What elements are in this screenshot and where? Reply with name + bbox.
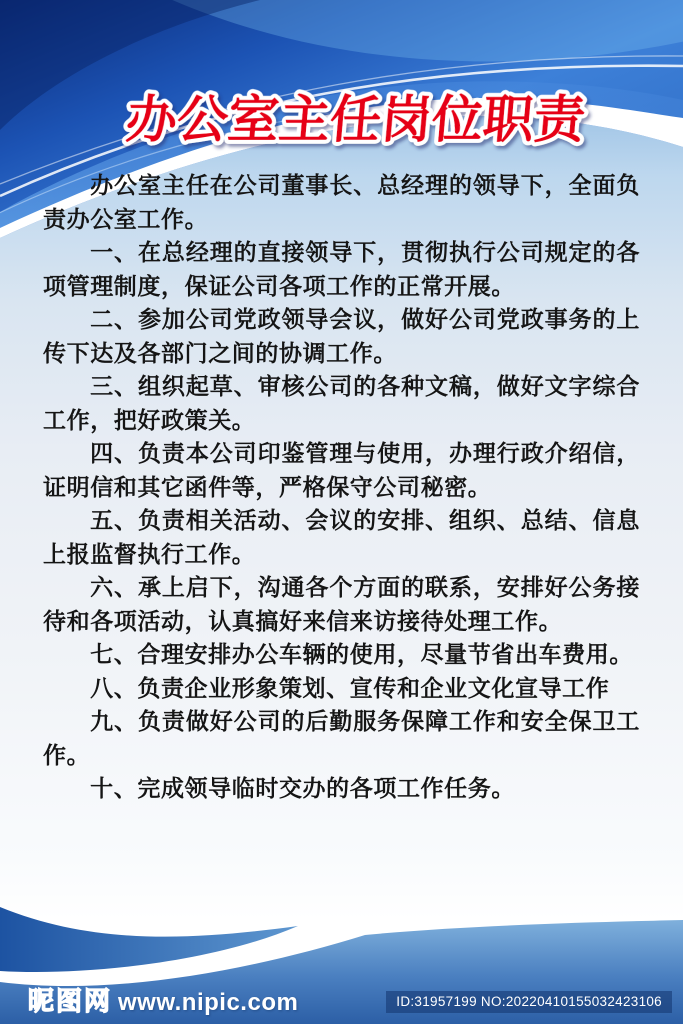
page-title: 办公室主任岗位职责 bbox=[123, 91, 588, 148]
responsibilities-list bbox=[43, 169, 640, 806]
responsibility-item: 五、负责相关活动、会议的安排、组织、总结、信息上报监督执行工作。 bbox=[43, 507, 640, 567]
watermark bbox=[28, 981, 298, 1018]
responsibility-item: 四、负责本公司印鉴管理与使用，办理行政介绍信，证明信和其它函件等，严格保守公司秘密。 bbox=[43, 440, 640, 500]
responsibility-item: 十、完成领导临时交办的各项工作任务。 bbox=[90, 775, 515, 801]
nipic-logo: 昵图网 bbox=[28, 986, 113, 1016]
responsibility-item: 三、组织起草、审核公司的各种文稿，做好文字综合工作，把好政策关。 bbox=[43, 373, 640, 433]
responsibility-item: 九、负责做好公司的后勤服务保障工作和安全保卫工作。 bbox=[43, 708, 640, 768]
paragraph-intro: 办公室主任在公司董事长、总经理的领导下，全面负责办公室工作。 bbox=[43, 172, 640, 232]
responsibility-item: 二、参加公司党政领导会议，做好公司党政事务的上传下达及各部门之间的协调工作。 bbox=[43, 306, 640, 366]
nipic-url: www.nipic.com bbox=[118, 989, 299, 1016]
image-id-badge: ID:31957199 NO:20220410155032423106 bbox=[386, 991, 672, 1013]
footer-bar bbox=[0, 984, 683, 1024]
responsibility-item: 六、承上启下，沟通各个方面的联系，安排好公务接待和各项活动，认真搞好来信来访接待处理工作。 bbox=[43, 574, 640, 634]
responsibility-item: 八、负责企业形象策划、宣传和企业文化宣导工作 bbox=[90, 674, 610, 701]
responsibility-item: 一、在总经理的直接领导下，贯彻执行公司规定的各项管理制度，保证公司各项工作的正常开展。 bbox=[43, 239, 640, 299]
responsibility-item: 七、合理安排办公车辆的使用，尽量节省出车费用。 bbox=[90, 641, 633, 667]
